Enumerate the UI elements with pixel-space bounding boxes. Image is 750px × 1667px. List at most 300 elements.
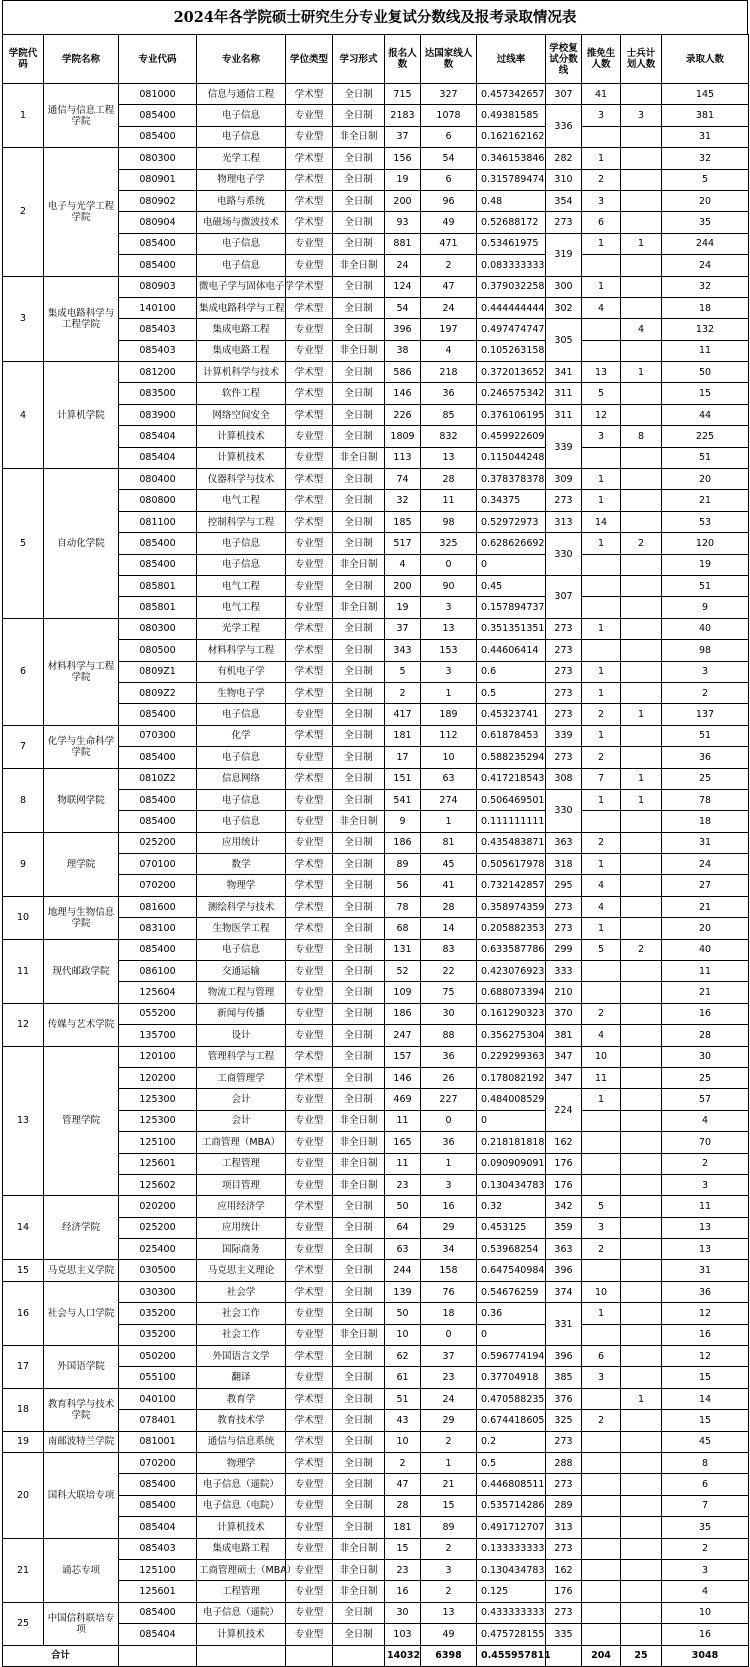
applicants-count: 139 [385,1281,421,1302]
degree-type: 专业型 [286,1153,333,1174]
column-header: 士兵计划人数 [621,35,662,84]
study-mode: 全日制 [333,618,385,639]
table-row [3,1281,749,1302]
major-code: 125601 [119,1153,197,1174]
degree-type: 专业型 [286,704,333,725]
table-footer [3,1645,749,1666]
pass-rate: 0.535714286 [477,1495,546,1516]
cutoff-score: 339 [546,725,582,746]
pass-rate: 0.6 [477,661,546,682]
passed-count: 28 [421,896,477,917]
major-name: 应用经济学 [197,1196,286,1217]
soldier-count [621,148,662,169]
totals-passed: 6398 [421,1645,477,1666]
passed-count: 4 [421,340,477,361]
table-row [3,832,749,853]
degree-type: 专业型 [286,575,333,596]
college-code: 4 [3,362,44,469]
passed-count: 14 [421,918,477,939]
major-name: 教育技术学 [197,1410,286,1431]
applicants-count: 2 [385,682,421,703]
exempt-count [582,597,621,618]
major-code: 085400 [119,1474,197,1495]
applicants-count: 186 [385,832,421,853]
study-mode: 全日制 [333,84,385,105]
degree-type: 学术型 [286,768,333,789]
degree-type: 专业型 [286,982,333,1003]
major-name: 电气工程 [197,575,286,596]
passed-count: 96 [421,190,477,211]
major-name: 电子信息 [197,747,286,768]
major-name: 设计 [197,1025,286,1046]
major-name: 社会工作 [197,1324,286,1345]
soldier-count [621,1196,662,1217]
admitted-count: 27 [662,875,749,896]
soldier-count [621,469,662,490]
major-name: 会计 [197,1110,286,1131]
exempt-count: 3 [582,190,621,211]
applicants-count: 343 [385,640,421,661]
applicants-count: 417 [385,704,421,725]
passed-count: 6 [421,126,477,147]
major-name: 电气工程 [197,490,286,511]
passed-count: 1 [421,1453,477,1474]
degree-type: 专业型 [286,1025,333,1046]
applicants-count: 50 [385,1196,421,1217]
major-code: 135700 [119,1025,197,1046]
cutoff-score: 319 [546,233,582,276]
degree-type: 学术型 [286,404,333,425]
degree-type: 专业型 [286,811,333,832]
admitted-count: 50 [662,362,749,383]
admitted-count: 4 [662,1581,749,1602]
exempt-count: 6 [582,1346,621,1367]
applicants-count: 226 [385,404,421,425]
applicants-count: 23 [385,1559,421,1580]
major-code: 085400 [119,255,197,276]
admitted-count: 31 [662,832,749,853]
passed-count: 3 [421,661,477,682]
exempt-count: 10 [582,1281,621,1302]
major-name: 工程管理 [197,1153,286,1174]
major-name: 电子信息 [197,554,286,575]
pass-rate: 0.105263158 [477,340,546,361]
major-code: 070200 [119,1453,197,1474]
exempt-count [582,1260,621,1281]
degree-type: 学术型 [286,875,333,896]
passed-count: 832 [421,426,477,447]
college-code: 2 [3,148,44,276]
soldier-count: 1 [621,233,662,254]
cutoff-score: 305 [546,319,582,362]
admitted-count: 35 [662,212,749,233]
passed-count: 21 [421,1474,477,1495]
major-code: 125100 [119,1559,197,1580]
college-code: 7 [3,725,44,768]
major-code: 085801 [119,597,197,618]
study-mode: 全日制 [333,1089,385,1110]
applicants-count: 89 [385,854,421,875]
degree-type: 专业型 [286,1581,333,1602]
cutoff-score: 273 [546,490,582,511]
cutoff-score: 370 [546,1003,582,1024]
applicants-count: 62 [385,1346,421,1367]
major-code: 020200 [119,1196,197,1217]
degree-type: 专业型 [286,1474,333,1495]
pass-rate: 0.351351351 [477,618,546,639]
soldier-count [621,1153,662,1174]
exempt-count: 1 [582,1089,621,1110]
pass-rate: 0 [477,1110,546,1131]
degree-type: 学术型 [286,1067,333,1088]
soldier-count [621,640,662,661]
cutoff-score: 354 [546,190,582,211]
pass-rate: 0.34375 [477,490,546,511]
major-code: 085400 [119,233,197,254]
applicants-count: 38 [385,340,421,361]
passed-count: 3 [421,1559,477,1580]
admitted-count: 3 [662,661,749,682]
degree-type: 学术型 [286,212,333,233]
pass-rate: 0.497474747 [477,319,546,340]
study-mode: 全日制 [333,661,385,682]
degree-type: 专业型 [286,426,333,447]
pass-rate: 0.647540984 [477,1260,546,1281]
major-name: 国际商务 [197,1239,286,1260]
study-mode: 全日制 [333,768,385,789]
cutoff-score: 176 [546,1153,582,1174]
passed-count: 2 [421,255,477,276]
major-name: 物流工程与管理 [197,982,286,1003]
admitted-count: 19 [662,554,749,575]
cutoff-score: 295 [546,875,582,896]
pass-rate: 0.45 [477,575,546,596]
passed-count: 85 [421,404,477,425]
pass-rate: 0.178082192 [477,1067,546,1088]
college-code: 17 [3,1346,44,1389]
cutoff-score: 336 [546,105,582,148]
major-code: 120100 [119,1046,197,1067]
passed-count: 218 [421,362,477,383]
passed-count: 0 [421,1110,477,1131]
soldier-count: 1 [621,704,662,725]
major-code: 030300 [119,1281,197,1302]
exempt-count [582,1581,621,1602]
passed-count: 30 [421,1003,477,1024]
major-name: 计算机技术 [197,426,286,447]
table-row [3,1431,749,1452]
admitted-count: 18 [662,297,749,318]
admitted-count: 13 [662,1217,749,1238]
cutoff-score: 273 [546,704,582,725]
degree-type: 专业型 [286,1495,333,1516]
applicants-count: 52 [385,961,421,982]
study-mode: 全日制 [333,1025,385,1046]
exempt-count: 7 [582,768,621,789]
admitted-count: 44 [662,404,749,425]
passed-count: 47 [421,276,477,297]
column-header: 学习形式 [333,35,385,84]
pass-rate: 0.379032258 [477,276,546,297]
major-code: 125602 [119,1174,197,1195]
college-name: 电子与光学工程学院 [44,148,119,276]
cutoff-score: 325 [546,1410,582,1431]
study-mode: 全日制 [333,276,385,297]
college-code: 14 [3,1196,44,1260]
exempt-count: 4 [582,297,621,318]
column-header: 学院名称 [44,35,119,84]
major-code: 085400 [119,747,197,768]
exempt-count: 1 [582,490,621,511]
applicants-count: 32 [385,490,421,511]
applicants-count: 186 [385,1003,421,1024]
study-mode: 全日制 [333,383,385,404]
cutoff-score: 273 [546,661,582,682]
cutoff-score: 273 [546,618,582,639]
degree-type: 专业型 [286,1559,333,1580]
degree-type: 学术型 [286,640,333,661]
exempt-count: 3 [582,105,621,126]
degree-type: 专业型 [286,233,333,254]
exempt-count: 3 [582,1217,621,1238]
degree-type: 专业型 [286,1239,333,1260]
major-code: 125100 [119,1132,197,1153]
degree-type: 学术型 [286,1260,333,1281]
table-row [3,768,749,789]
study-mode: 全日制 [333,875,385,896]
study-mode: 全日制 [333,1281,385,1302]
passed-count: 76 [421,1281,477,1302]
degree-type: 学术型 [286,896,333,917]
exempt-count: 10 [582,1046,621,1067]
major-code: 0809Z1 [119,661,197,682]
major-name: 电磁场与微波技术 [197,212,286,233]
applicants-count: 19 [385,597,421,618]
admitted-count: 78 [662,789,749,810]
major-name: 电子信息（电院） [197,1495,286,1516]
cutoff-score: 309 [546,469,582,490]
major-code: 125604 [119,982,197,1003]
soldier-count [621,276,662,297]
exempt-count: 3 [582,426,621,447]
college-code: 3 [3,276,44,362]
passed-count: 1 [421,811,477,832]
applicants-count: 586 [385,362,421,383]
exempt-count: 1 [582,661,621,682]
admitted-count: 381 [662,105,749,126]
exempt-count: 2 [582,1003,621,1024]
passed-count: 112 [421,725,477,746]
passed-count: 197 [421,319,477,340]
major-code: 080300 [119,618,197,639]
major-name: 集成电路工程 [197,340,286,361]
passed-count: 471 [421,233,477,254]
degree-type: 专业型 [286,1003,333,1024]
exempt-count [582,319,621,340]
major-name: 电子信息 [197,255,286,276]
college-name: 中国信科联培专项 [44,1602,119,1645]
college-name: 管理学院 [44,1046,119,1196]
study-mode: 非全日制 [333,597,385,618]
soldier-count [621,1132,662,1153]
major-code: 070200 [119,875,197,896]
table-row [3,725,749,746]
study-mode: 全日制 [333,1453,385,1474]
college-code: 16 [3,1281,44,1345]
cutoff-score: 342 [546,1196,582,1217]
applicants-count: 43 [385,1410,421,1431]
pass-rate: 0.491712707 [477,1517,546,1538]
column-header: 学院代码 [3,35,44,84]
applicants-count: 541 [385,789,421,810]
passed-count: 6 [421,169,477,190]
major-name: 社会学 [197,1281,286,1302]
major-name: 管理科学与工程 [197,1046,286,1067]
degree-type: 学术型 [286,490,333,511]
major-name: 电子信息 [197,939,286,960]
degree-type: 专业型 [286,1602,333,1623]
pass-rate: 0.090909091 [477,1153,546,1174]
cutoff-score: 273 [546,747,582,768]
passed-count: 3 [421,597,477,618]
college-code: 5 [3,469,44,619]
admitted-count: 21 [662,982,749,1003]
pass-rate: 0.358974359 [477,896,546,917]
major-code: 080903 [119,276,197,297]
passed-count: 153 [421,640,477,661]
exempt-count [582,1132,621,1153]
degree-type: 学术型 [286,148,333,169]
exempt-count: 6 [582,212,621,233]
major-code: 030500 [119,1260,197,1281]
college-code: 20 [3,1453,44,1539]
study-mode: 全日制 [333,1217,385,1238]
passed-count: 75 [421,982,477,1003]
passed-count: 10 [421,747,477,768]
study-mode: 全日制 [333,682,385,703]
passed-count: 24 [421,1388,477,1409]
study-mode: 全日制 [333,233,385,254]
cutoff-score: 176 [546,1581,582,1602]
admitted-count: 24 [662,854,749,875]
exempt-count: 1 [582,618,621,639]
passed-count: 26 [421,1067,477,1088]
cutoff-score: 385 [546,1367,582,1388]
degree-type: 学术型 [286,854,333,875]
degree-type: 学术型 [286,1410,333,1431]
major-code: 081600 [119,896,197,917]
pass-rate: 0 [477,554,546,575]
major-name: 信息网络 [197,768,286,789]
soldier-count [621,1067,662,1088]
passed-count: 63 [421,768,477,789]
study-mode: 非全日制 [333,255,385,276]
college-code: 1 [3,84,44,148]
study-mode: 全日制 [333,961,385,982]
exempt-count: 4 [582,896,621,917]
passed-count: 34 [421,1239,477,1260]
college-code: 13 [3,1046,44,1196]
pass-rate: 0.444444444 [477,297,546,318]
pass-rate: 0.484008529 [477,1089,546,1110]
applicants-count: 37 [385,618,421,639]
study-mode: 全日制 [333,1046,385,1067]
pass-rate: 0.36 [477,1303,546,1324]
cutoff-score: 273 [546,1602,582,1623]
pass-rate: 0.433333333 [477,1602,546,1623]
college-name: 集成电路科学与工程学院 [44,276,119,362]
study-mode: 全日制 [333,789,385,810]
passed-count: 24 [421,297,477,318]
pass-rate: 0.588235294 [477,747,546,768]
major-code: 035200 [119,1324,197,1345]
exempt-count: 2 [582,832,621,853]
applicants-count: 11 [385,1110,421,1131]
major-code: 025200 [119,1217,197,1238]
study-mode: 全日制 [333,1367,385,1388]
degree-type: 专业型 [286,1517,333,1538]
admitted-count: 21 [662,490,749,511]
pass-rate: 0.378378378 [477,469,546,490]
soldier-count [621,1431,662,1452]
major-code: 083900 [119,404,197,425]
major-name: 工程管理 [197,1581,286,1602]
soldier-count [621,490,662,511]
applicants-count: 56 [385,875,421,896]
table-row [3,1602,749,1623]
passed-count: 23 [421,1367,477,1388]
soldier-count [621,404,662,425]
soldier-count: 2 [621,533,662,554]
exempt-count [582,126,621,147]
exempt-count [582,1517,621,1538]
major-name: 外国语言文学 [197,1346,286,1367]
study-mode: 全日制 [333,1067,385,1088]
soldier-count [621,597,662,618]
college-name: 社会与人口学院 [44,1281,119,1345]
admitted-count: 3 [662,1559,749,1580]
admitted-count: 53 [662,511,749,532]
study-mode: 非全日制 [333,447,385,468]
applicants-count: 37 [385,126,421,147]
major-code: 078401 [119,1410,197,1431]
cutoff-score: 396 [546,1260,582,1281]
admitted-count: 2 [662,1538,749,1559]
applicants-count: 9 [385,811,421,832]
admitted-count: 13 [662,1239,749,1260]
passed-count: 3 [421,1174,477,1195]
degree-type: 专业型 [286,1303,333,1324]
column-header: 学位类型 [286,35,333,84]
cutoff-score: 347 [546,1046,582,1067]
degree-type: 学术型 [286,297,333,318]
admitted-count: 18 [662,811,749,832]
major-name: 马克思主义理论 [197,1260,286,1281]
applicants-count: 146 [385,383,421,404]
pass-rate: 0.115044248 [477,447,546,468]
college-code: 10 [3,896,44,939]
soldier-count [621,875,662,896]
cutoff-score: 273 [546,1538,582,1559]
cutoff-score: 363 [546,1239,582,1260]
passed-count: 36 [421,383,477,404]
major-name: 电子信息 [197,105,286,126]
soldier-count [621,1046,662,1067]
college-name: 理学院 [44,832,119,896]
applicants-count: 200 [385,575,421,596]
soldier-count [621,961,662,982]
cutoff-score: 224 [546,1089,582,1132]
